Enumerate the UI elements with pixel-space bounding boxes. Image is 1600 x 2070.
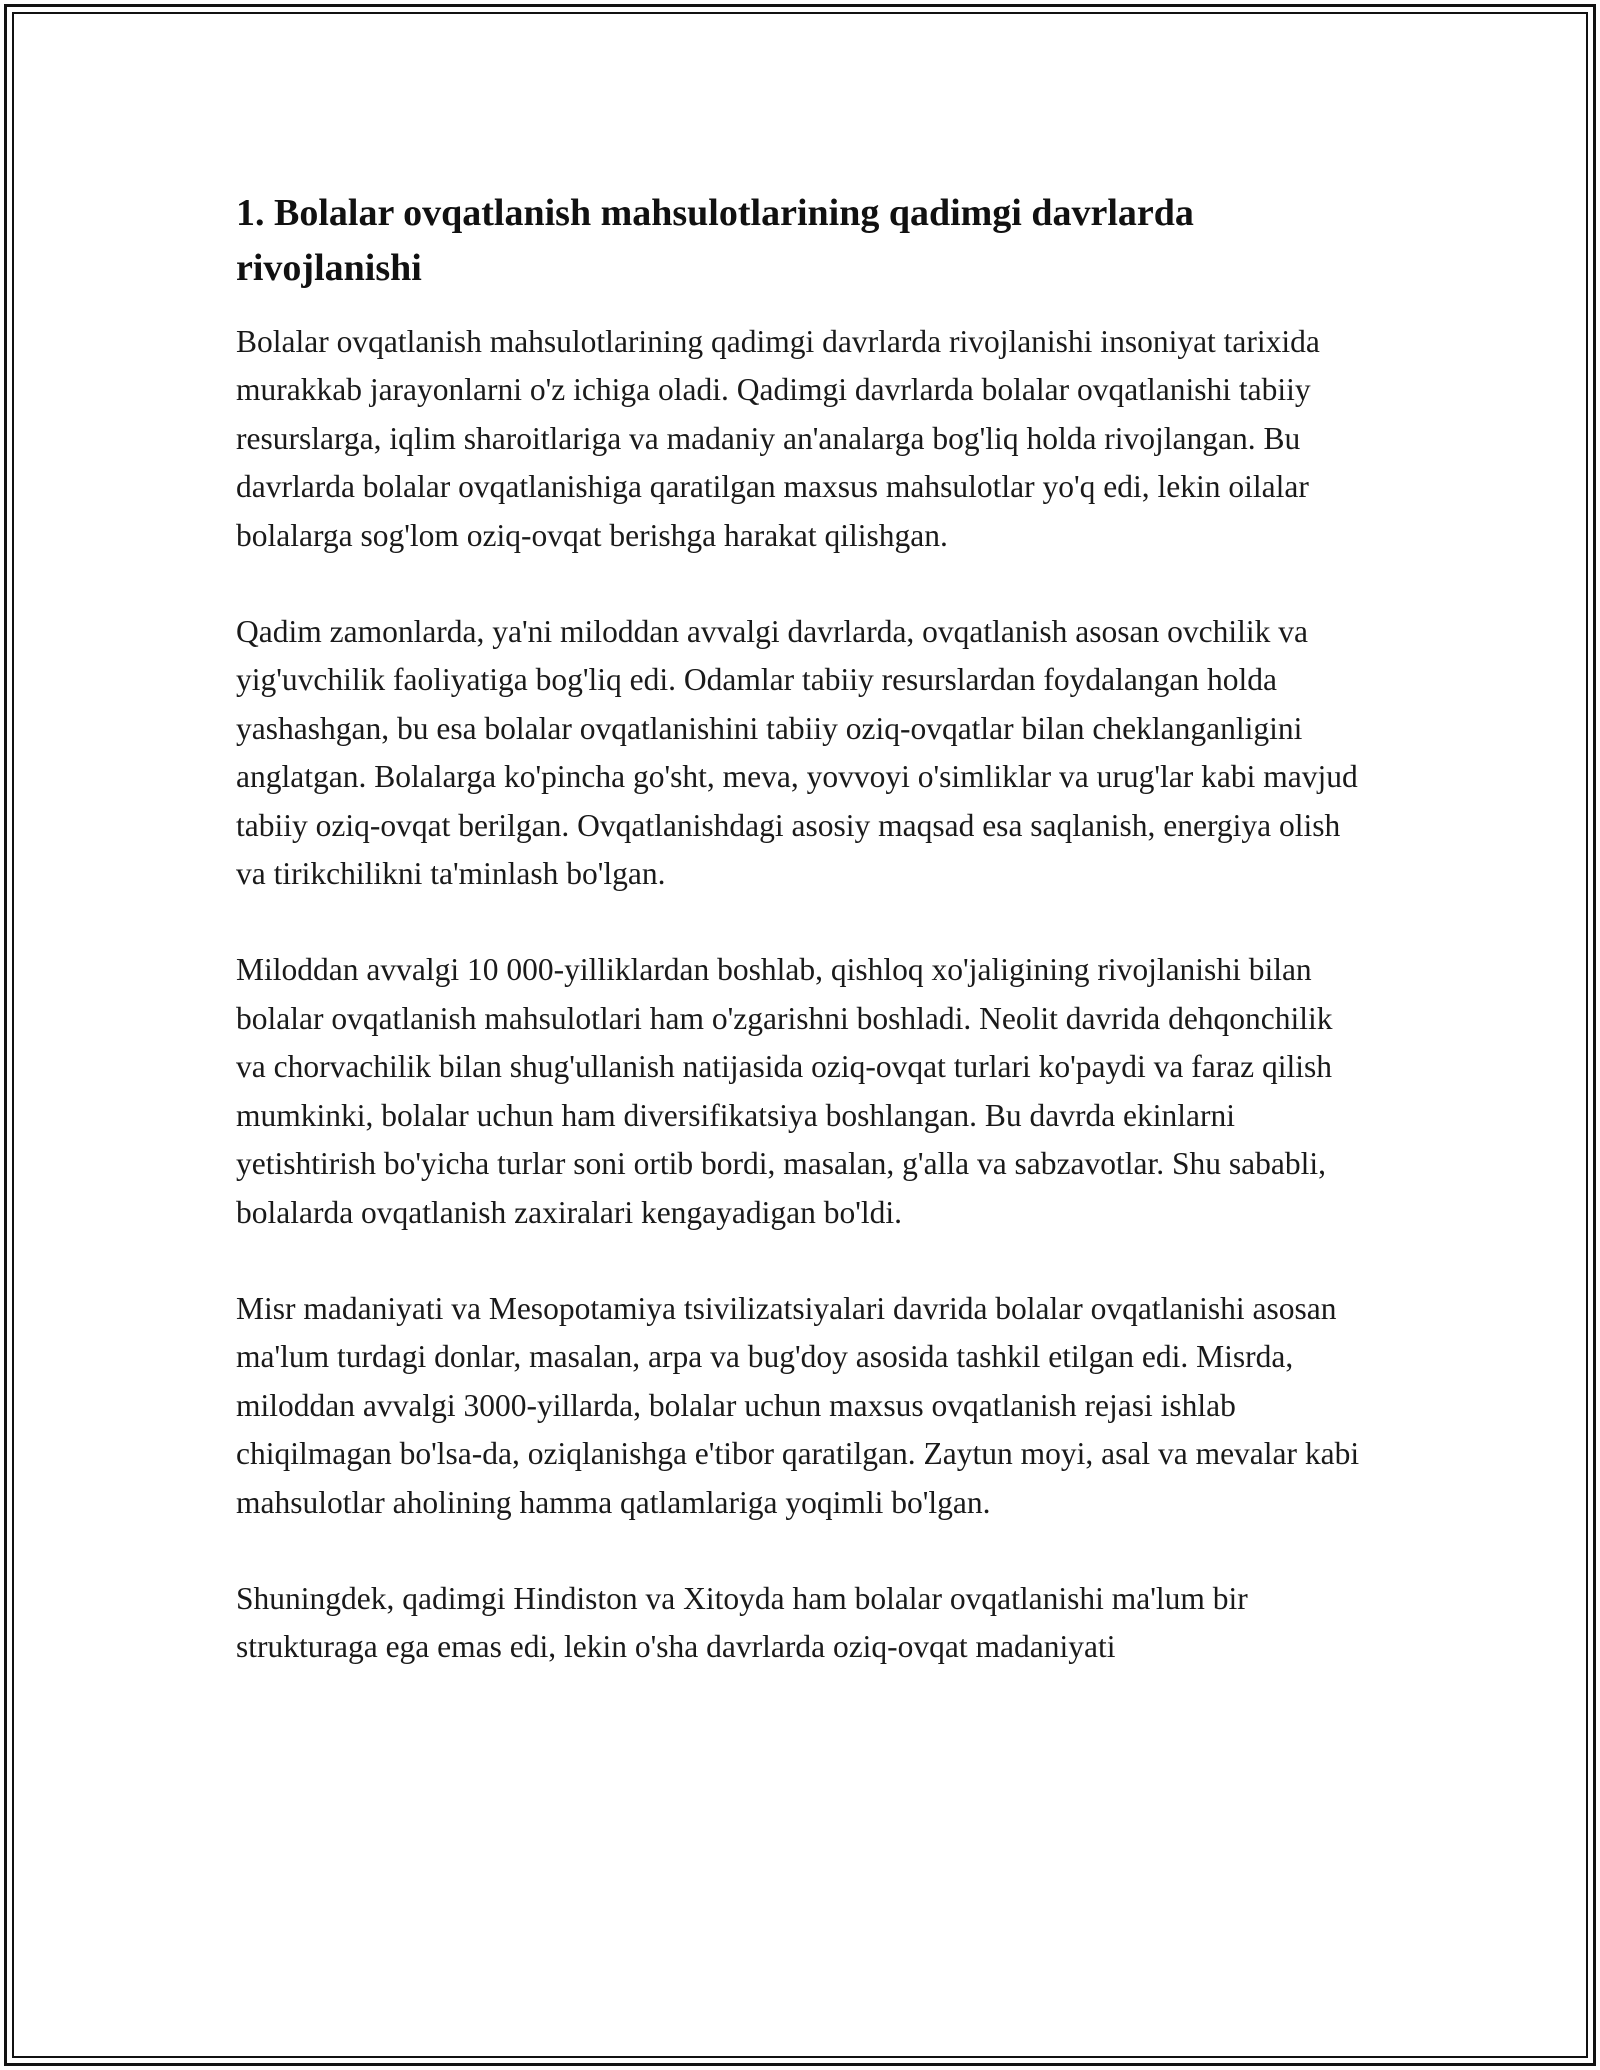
- document-body: [236, 186, 1366, 1720]
- paragraph-4: Misr madaniyati va Mesopotamiya tsivilizatsiyalari davrida bolalar ovqatlanishi asosan ma'lum turdagi donlar, masalan, arpa va bug'doy asosida tashkil etilgan edi. Misrda, miloddan avvalgi 3000-yillarda, bolalar uchun maxsus ovqatlanish rejasi ishlab chiqilmagan bo'lsa-da, oziqlanishga e'tibor qaratilgan. Zaytun moyi, asal va mevalar kabi mahsulotlar aholining hamma qatlamlariga yoqimli bo'lgan.: [236, 1290, 1360, 1520]
- paragraph-1: Bolalar ovqatlanish mahsulotlarining qadimgi davrlarda rivojlanishi insoniyat tarixida murakkab jarayonlarni o'z ichiga oladi. Qadimgi davrlarda bolalar ovqatlanishi tabiiy resurslarga, iqlim sharoitlariga va madaniy an'analarga bog'liq holda rivojlangan. Bu davrlarda bolalar ovqatlanishiga qaratilgan maxsus mahsulotlar yo'q edi, lekin oilalar bolalarga sog'lom oziq-ovqat berishga harakat qilishgan.: [236, 324, 1320, 553]
- paragraph-2: Qadim zamonlarda, ya'ni miloddan avvalgi davrlarda, ovqatlanish asosan ovchilik va yig'uvchilik faoliyatiga bog'liq edi. Odamlar tabiiy resurslardan foydalangan holda yashashgan, bu esa bolalar ovqatlanishini tabiiy oziq-ovqatlar bilan cheklanganligini anglatgan. Bolalarga ko'pincha go'sht, meva, yovvoyi o'simliklar va urug'lar kabi mavjud tabiiy oziq-ovqat berilgan. Ovqatlanishdagi asosiy maqsad esa saqlanish, energiya olish va tirikchilikni ta'minlash bo'lgan.: [236, 614, 1358, 892]
- section-heading: 1. Bolalar ovqatlanish mahsulotlarining qadimgi davrlarda rivojlanishi: [236, 192, 1194, 289]
- paragraph-3: Miloddan avvalgi 10 000-yilliklardan boshlab, qishloq xo'jaligining rivojlanishi bilan bolalar ovqatlanish mahsulotlari ham o'zgarishni boshladi. Neolit davrida dehqonchilik va chorvachilik bilan shug'ullanish natijasida oziq-ovqat turlari ko'paydi va faraz qilish mumkinki, bolalar uchun ham diversifikatsiya boshlangan. Bu davrda ekinlarni yetishtirish bo'yicha turlar soni ortib bordi, masalan, g'alla va sabzavotlar. Shu sababli, bolalarda ovqatlanish zaxiralari kengayadigan bo'ldi.: [236, 952, 1333, 1230]
- paragraph-5: Shuningdek, qadimgi Hindiston va Xitoyda ham bolalar ovqatlanishi ma'lum bir strukturaga ega emas edi, lekin o'sha davrlarda oziq-ovqat madaniyati: [236, 1580, 1248, 1665]
